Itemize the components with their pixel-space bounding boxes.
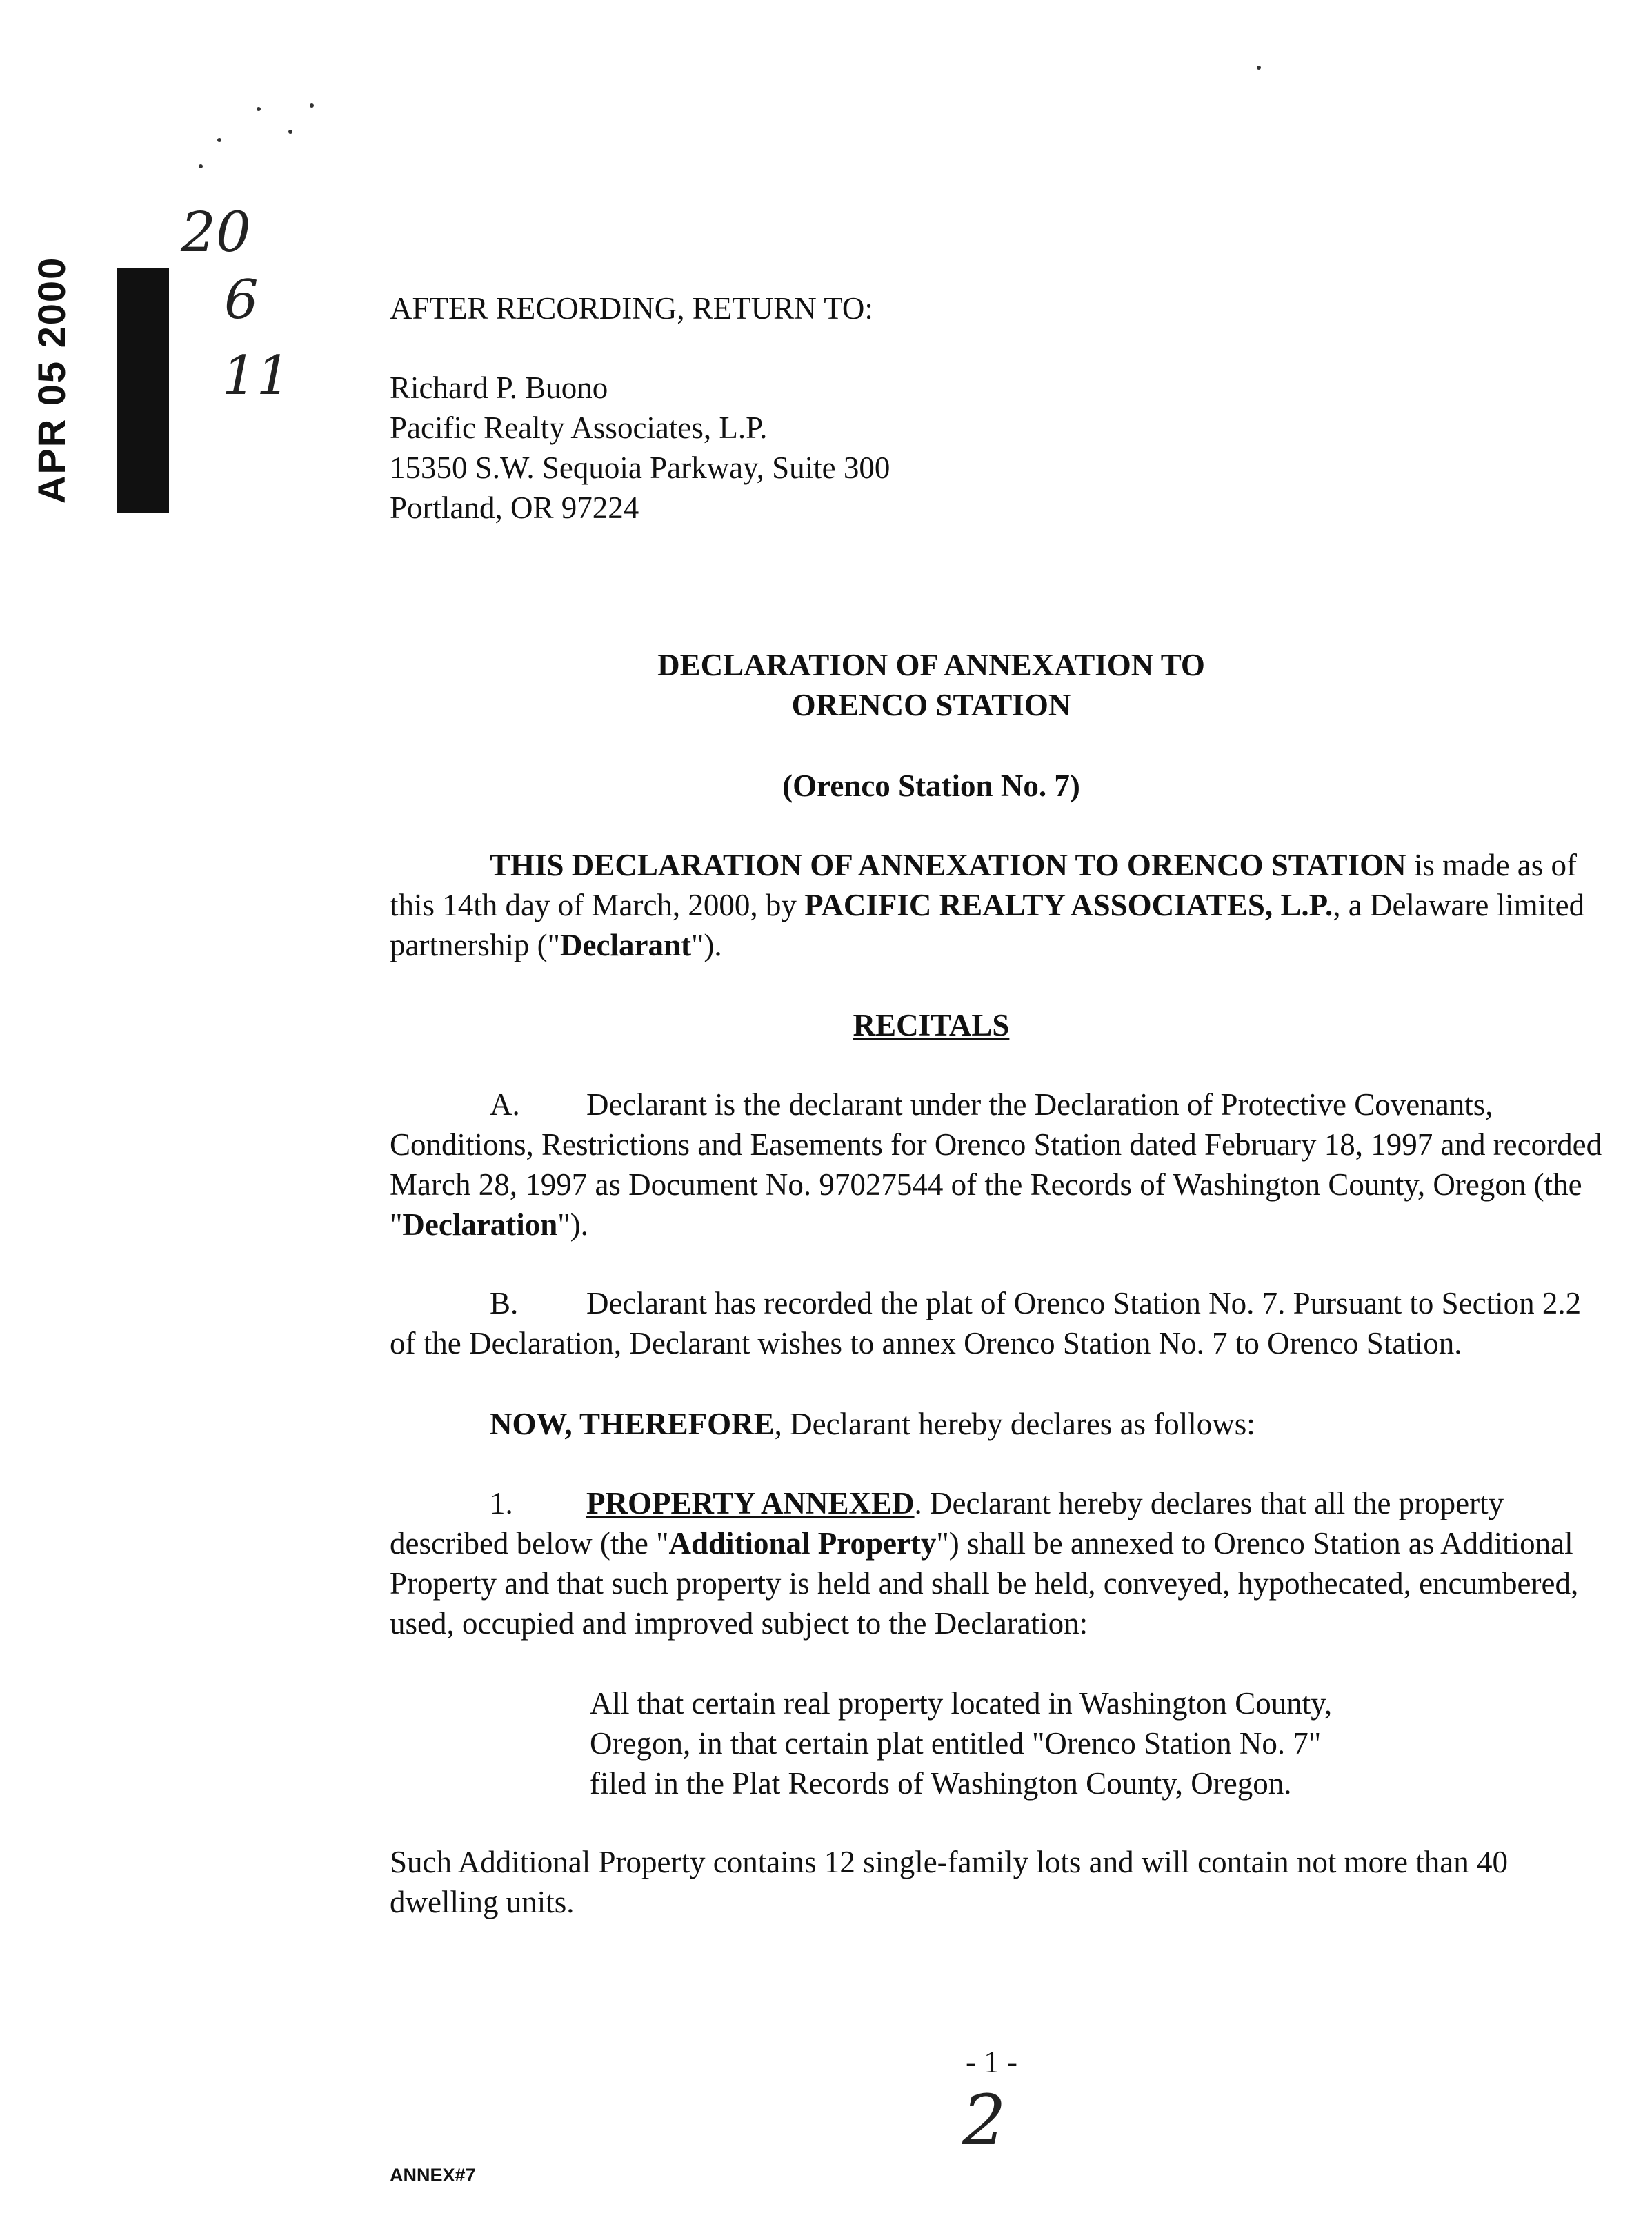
recital-a-text-1: Declarant is the declarant under the Declaration of Protective Covenants, Conditions, Restrictions and Easements for Orenco Station dated February 18, 1997 and recorded March 28, 1997 as Document No. 97027544 of the Records of Washington County, Oregon (the ": [390, 1087, 1602, 1242]
document-title-line-2: ORENCO STATION: [791, 688, 1071, 722]
handwritten-note-1: 20: [181, 200, 251, 264]
recital-b: [390, 1283, 1604, 1363]
scan-speck: [257, 107, 261, 111]
now-therefore-paragraph: [490, 1404, 1593, 1444]
section-1-property-annexed: [390, 1483, 1604, 1643]
legal-description: [590, 1683, 1332, 1803]
legal-description-line: All that certain real property located in Washington County,: [590, 1686, 1333, 1721]
recording-stamp-bar: [117, 268, 169, 513]
recital-a: [390, 1084, 1604, 1245]
recital-b-marker: B.: [490, 1286, 519, 1320]
legal-description-line: filed in the Plat Records of Washington County, Oregon.: [590, 1766, 1292, 1801]
document-subtitle: (Orenco Station No. 7): [782, 769, 1080, 803]
recital-a-marker: A.: [490, 1087, 520, 1122]
legal-description-line: Oregon, in that certain plat entitled "Orenco Station No. 7": [590, 1726, 1322, 1761]
section-1-additional-property-term: Additional Property: [668, 1526, 937, 1561]
section-1-marker: 1.: [490, 1486, 513, 1520]
scan-speck: [217, 138, 221, 142]
scan-speck: [288, 130, 292, 134]
return-street: 15350 S.W. Sequoia Parkway, Suite 300: [390, 450, 890, 485]
handwritten-note-2: 6: [224, 269, 259, 331]
scan-speck: [310, 103, 314, 108]
scan-speck: [1257, 66, 1261, 70]
document-code: ANNEX#7: [390, 2165, 476, 2186]
return-to-heading: AFTER RECORDING, RETURN TO:: [390, 291, 873, 326]
return-city: Portland, OR 97224: [390, 491, 639, 525]
intro-paragraph: [390, 845, 1604, 965]
intro-text-3: ").: [690, 928, 722, 962]
closing-paragraph: Such Additional Property contains 12 single-family lots and will contain not more than 40 dwelling units.: [390, 1845, 1509, 1919]
section-1-text-1: . Declarant hereby declares that all the property described below (the ": [390, 1486, 1504, 1561]
handwritten-page-number: 2: [962, 2080, 1006, 2161]
intro-text-1: is made as of this 14th day of March, 2000, by: [390, 848, 1578, 922]
intro-declaration-title: THIS DECLARATION OF ANNEXATION TO ORENCO STATION: [490, 848, 1406, 882]
intro-party-name: PACIFIC REALTY ASSOCIATES, L.P.: [804, 888, 1333, 922]
handwritten-note-3: 11: [222, 345, 291, 407]
recital-a-text-2: ").: [557, 1207, 588, 1242]
recital-b-text: Declarant has recorded the plat of Orenco Station No. 7. Pursuant to Section 2.2 of the Declaration, Declarant wishes to annex Orenco Station No. 7 to Orenco Station.: [390, 1286, 1582, 1360]
section-1-heading: PROPERTY ANNEXED: [586, 1486, 915, 1520]
page-number: - 1 -: [966, 2045, 1017, 2079]
now-therefore-text: , Declarant hereby declares as follows:: [774, 1407, 1255, 1441]
intro-text-2: , a Delaware limited partnership (": [390, 888, 1585, 962]
return-name: Richard P. Buono: [390, 370, 608, 405]
return-address-block: [390, 368, 890, 528]
recital-a-declaration-term: Declaration: [402, 1207, 558, 1242]
recording-date-stamp: APR 05 2000: [30, 256, 73, 504]
scan-speck: [199, 164, 203, 168]
recitals-heading: RECITALS: [853, 1008, 1010, 1042]
now-therefore-lead: NOW, THEREFORE: [490, 1407, 775, 1441]
document-title-line-1: DECLARATION OF ANNEXATION TO: [657, 648, 1205, 682]
section-1-text-2: ") shall be annexed to Orenco Station as Additional Property and that such property is held and shall be held, conveyed, hypothecated, encumbered, used, occupied and improved subject to the Declaration:: [390, 1526, 1579, 1641]
intro-declarant-term: Declarant: [560, 928, 691, 962]
return-company: Pacific Realty Associates, L.P.: [390, 410, 768, 445]
